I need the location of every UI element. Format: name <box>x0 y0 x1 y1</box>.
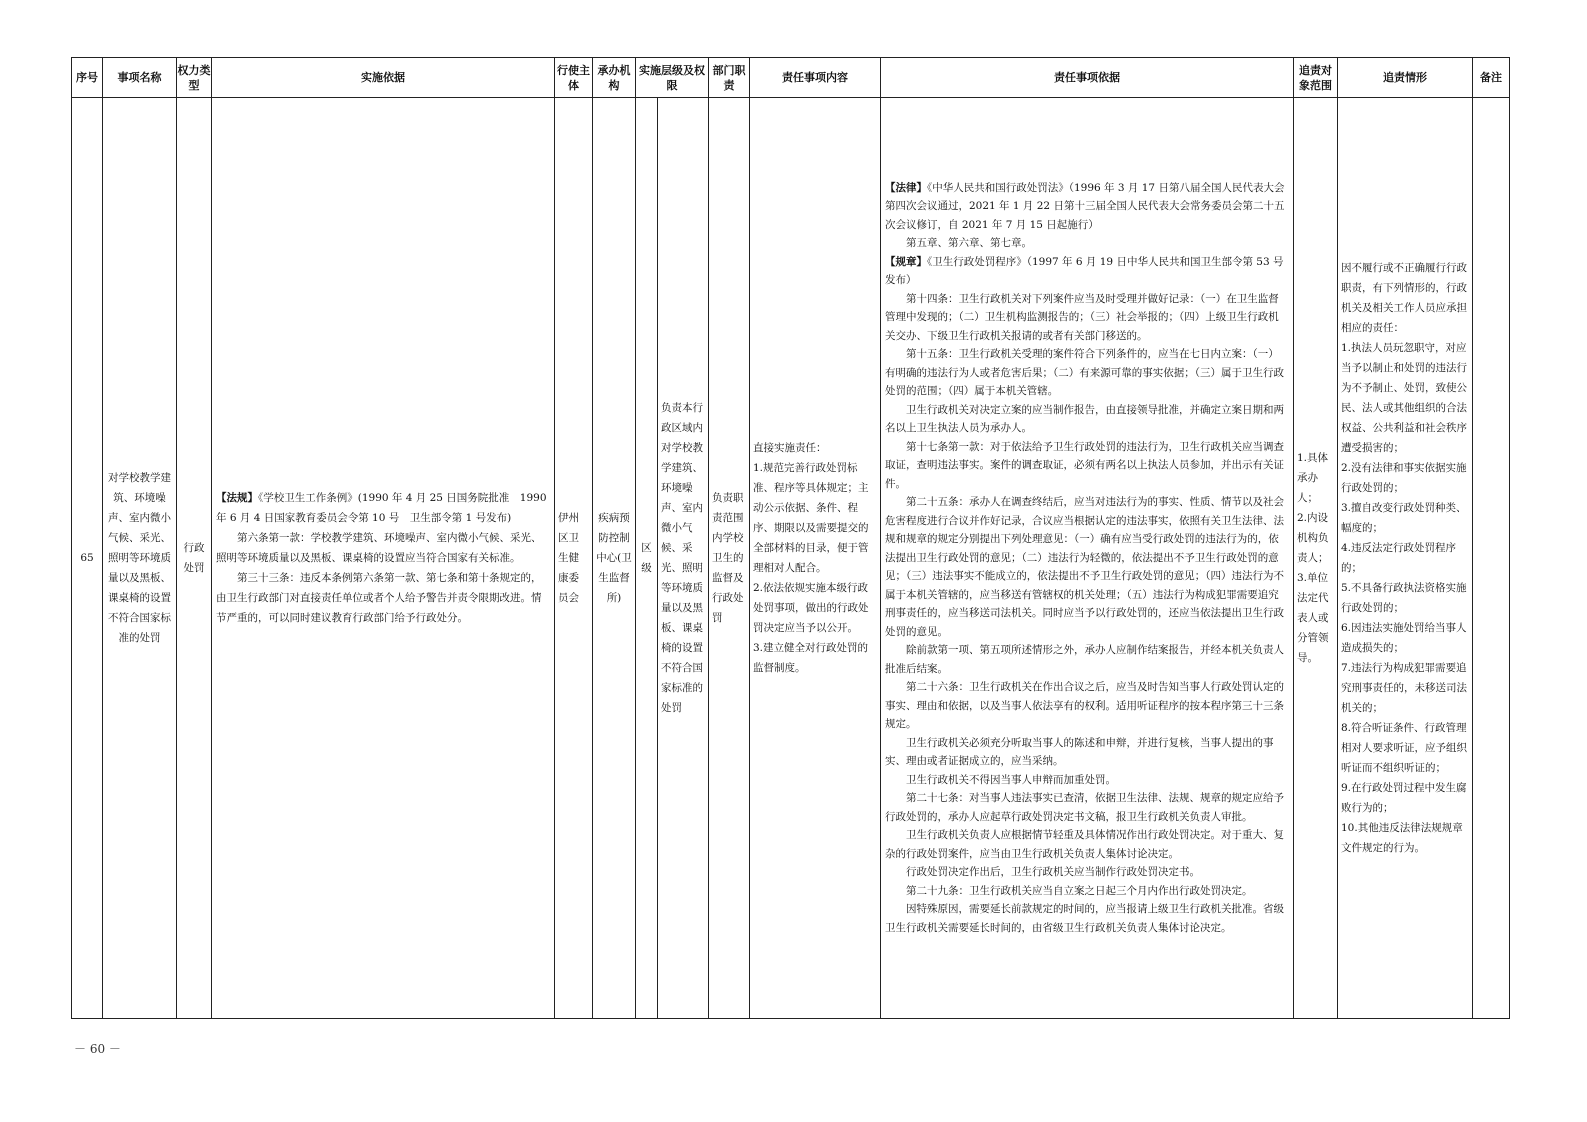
resp-p27: 第二十七条：对当事人违法事实已查清，依据卫生法律、法规、规章的规定应给予行政处罚的，承办人应起草行政处罚决定书文稿，报卫生行政机关负责人审批。 <box>885 792 1284 823</box>
header-basis: 实施依据 <box>212 58 555 98</box>
resp-p29: 第二十九条：卫生行政机关应当自立案之日起三个月内作出行政处罚决定。 <box>906 884 1253 897</box>
header-level: 实施层级及权限 <box>636 58 709 98</box>
header-agency: 承办机构 <box>593 58 636 98</box>
cell-remarks <box>1473 98 1510 1019</box>
cell-responsibility: 直接实施责任： 1.规范完善行政处罚标准、程序等具体规定；主动公示依据、条件、程序、期限以及需要提交的全部材料的目录，便于管理相对人配合。 2.依法依规实施本级行政处罚事项，做出的行政处罚决定应当予以公开。 3.建立健全对行政处罚的监督制度。 <box>750 98 881 1019</box>
resp-p25: 第二十五条：承办人在调查终结后，应当对违法行为的事实、性质、情节以及社会危害程度进行合议并作好记录，合议应当根据认定的违法事实，依照有关卫生法律、法规和规章的规定分别提出下列处理意见：（一）确有应当受行政处罚的违法行为的，依法提出卫生行政处罚的意见；（二）违法行为轻微的，依法提出不予卫生行政处罚的意见；（三）违法事实不能成立的，依法提出不予卫生行政处罚的意见；（四）违法行为不属于本机关管辖的，应当移送有管辖权的机关处理；（五）违法行为构成犯罪需要追究刑事责任的，应当移送司法机关。同时应当予以行政处罚的，还应当依法提出卫生行政处罚的意见。 <box>885 496 1284 638</box>
cell-resp-basis <box>881 98 1294 1019</box>
cell-level-scope: 负责本行政区域内对学校教学建筑、环境噪声、室内微小气候、采光、照明等环境质量以及黑板、课桌椅的设置不符合国家标准的处罚 <box>658 98 709 1019</box>
cell-power-type: 行政处罚 <box>177 98 212 1019</box>
cell-agency: 疾病预防控制中心(卫生监督所) <box>593 98 636 1019</box>
basis-p2: 第三十三条：违反本条例第六条第一款、第七条和第十条规定的，由卫生行政部门对直接责任单位或者个人给予警告并责令限期改进。情节严重的，可以同时建议教育行政部门给予行政处分。 <box>216 572 542 624</box>
resp-p25b: 除前款第一项、第五项所述情形之外，承办人应制作结案报告，并经本机关负责人批准后结案。 <box>885 644 1284 675</box>
header-accountability-cases: 追责情形 <box>1338 58 1473 98</box>
header-responsibility: 责任事项内容 <box>750 58 881 98</box>
page-number: － 60 － <box>74 1042 121 1056</box>
cell-item-name: 对学校教学建筑、环境噪声、室内微小气候、采光、照明等环境质量以及黑板、课桌椅的设置不符合国家标准的处罚 <box>103 98 177 1019</box>
cell-level: 区级 <box>636 98 658 1019</box>
header-seq: 序号 <box>72 58 103 98</box>
resp-law2-tag: 【规章】 <box>885 255 927 268</box>
cell-duty: 负责职责范围内学校卫生的监督及行政处罚 <box>709 98 750 1019</box>
resp-p14: 第十四条：卫生行政机关对下列案件应当及时受理并做好记录：（一）在卫生监督管理中发现的；（二）卫生机构监测报告的；（三）社会举报的；（四）上级卫生行政机关交办、下级卫生行政机关报请的或者有关部门移送的。 <box>885 292 1279 342</box>
resp-p17: 第十七条第一款：对于依法给予卫生行政处罚的违法行为，卫生行政机关应当调查取证，查明违法事实。案件的调查取证，必须有两名以上执法人员参加，并出示有关证件。 <box>885 440 1284 490</box>
resp-p26: 第二十六条：卫生行政机关在作出合议之后，应当及时告知当事人行政处罚认定的事实、理由和依据，以及当事人依法享有的权利。适用听证程序的按本程序第三十三条规定。 <box>885 681 1284 731</box>
resp-p26c: 卫生行政机关不得因当事人申辩而加重处罚。 <box>906 773 1116 786</box>
resp-law1-text: 《中华人民共和国行政处罚法》（1996 年 3 月 17 日第八届全国人民代表大会第四次会议通过，2021 年 1 月 22 日第十三届全国人民代表大会常务委员会第二十五次会议修订，自 2021 年 7 月 15 日起施行） <box>885 181 1285 231</box>
cell-subject: 伊州区卫生健康委员会 <box>555 98 593 1019</box>
basis-law-text: 《学校卫生工作条例》(1990 年 4 月 25 日国务院批准 1990 年 6 月 4 日国家教育委员会令第 10 号 卫生部令第 1 号发布) <box>216 492 547 524</box>
basis-law-tag: 【法规】 <box>216 492 258 504</box>
resp-p27c: 行政处罚决定作出后，卫生行政机关应当制作行政处罚决定书。 <box>906 866 1200 879</box>
header-accountability-scope: 追责对象范围 <box>1294 58 1338 98</box>
resp-p29b: 因特殊原因，需要延长前款规定的时间的，应当报请上级卫生行政机关批准。省级卫生行政机关需要延长时间的，由省级卫生行政机关负责人集体讨论决定。 <box>885 903 1284 934</box>
resp-p15: 第十五条：卫生行政机关受理的案件符合下列条件的，应当在七日内立案：（一）有明确的违法行为人或者危害后果；（二）有来源可靠的事实依据；（三）属于卫生行政处罚的范围；（四）属于本机关管辖。 <box>885 348 1284 398</box>
header-power-type: 权力类型 <box>177 58 212 98</box>
resp-p15b: 卫生行政机关对决定立案的应当制作报告，由直接领导批准，并确定立案日期和两名以上卫生执法人员为承办人。 <box>885 403 1284 435</box>
cell-seq: 65 <box>72 98 103 1019</box>
cell-accountability-cases: 因不履行或不正确履行行政职责，有下列情形的，行政机关及相关工作人员应承担相应的责任： 1.执法人员玩忽职守，对应当予以制止和处罚的违法行为不予制止、处罚，致使公民、法人或其他组织的合法权益、公共利益和社会秩序遭受损害的； 2.没有法律和事实依据实施行政处罚的； 3.擅自改变行政处罚种类、幅度的； 4.违反法定行政处罚程序的； 5.不具备行政执法资格实施行政处罚的； 6.因违法实施处罚给当事人造成损失的； 7.违法行为构成犯罪需要追究刑事责任的，未移送司法机关的； 8.符合听证条件、行政管理相对人要求听证，应予组织听证而不组织听证的； 9.在行政处罚过程中发生腐败行为的； 10.其他违反法律法规规章文件规定的行为。 <box>1338 98 1473 1019</box>
cell-basis <box>212 98 555 1019</box>
responsibility-table <box>71 57 1510 1019</box>
resp-p27b: 卫生行政机关负责人应根据情节轻重及具体情况作出行政处罚决定。对于重大、复杂的行政处罚案件，应当由卫生行政机关负责人集体讨论决定。 <box>885 829 1284 860</box>
basis-p1: 第六条第一款：学校教学建筑、环境噪声、室内微小气候、采光、照明等环境质量以及黑板、课桌椅的设置应当符合国家有关标准。 <box>216 532 542 564</box>
header-resp-basis: 责任事项依据 <box>881 58 1294 98</box>
header-subject: 行使主体 <box>555 58 593 98</box>
header-remarks: 备注 <box>1473 58 1510 98</box>
header-item-name: 事项名称 <box>103 58 177 98</box>
resp-law1-tag: 【法律】 <box>885 181 927 194</box>
cell-accountability-scope: 1.具体承办人； 2.内设机构负责人； 3.单位法定代表人或分管领导。 <box>1294 98 1338 1019</box>
table-row <box>72 98 1510 1019</box>
table-header-row <box>72 58 1510 98</box>
header-duty: 部门职责 <box>709 58 750 98</box>
resp-law2-text: 《卫生行政处罚程序》（1997 年 6 月 19 日中华人民共和国卫生部令第 53 号发布） <box>885 255 1284 287</box>
resp-p26b: 卫生行政机关必须充分听取当事人的陈述和申辩，并进行复核，当事人提出的事实、理由或者证据成立的，应当采纳。 <box>885 736 1274 768</box>
resp-p-chapters: 第五章、第六章、第七章。 <box>906 237 1032 250</box>
